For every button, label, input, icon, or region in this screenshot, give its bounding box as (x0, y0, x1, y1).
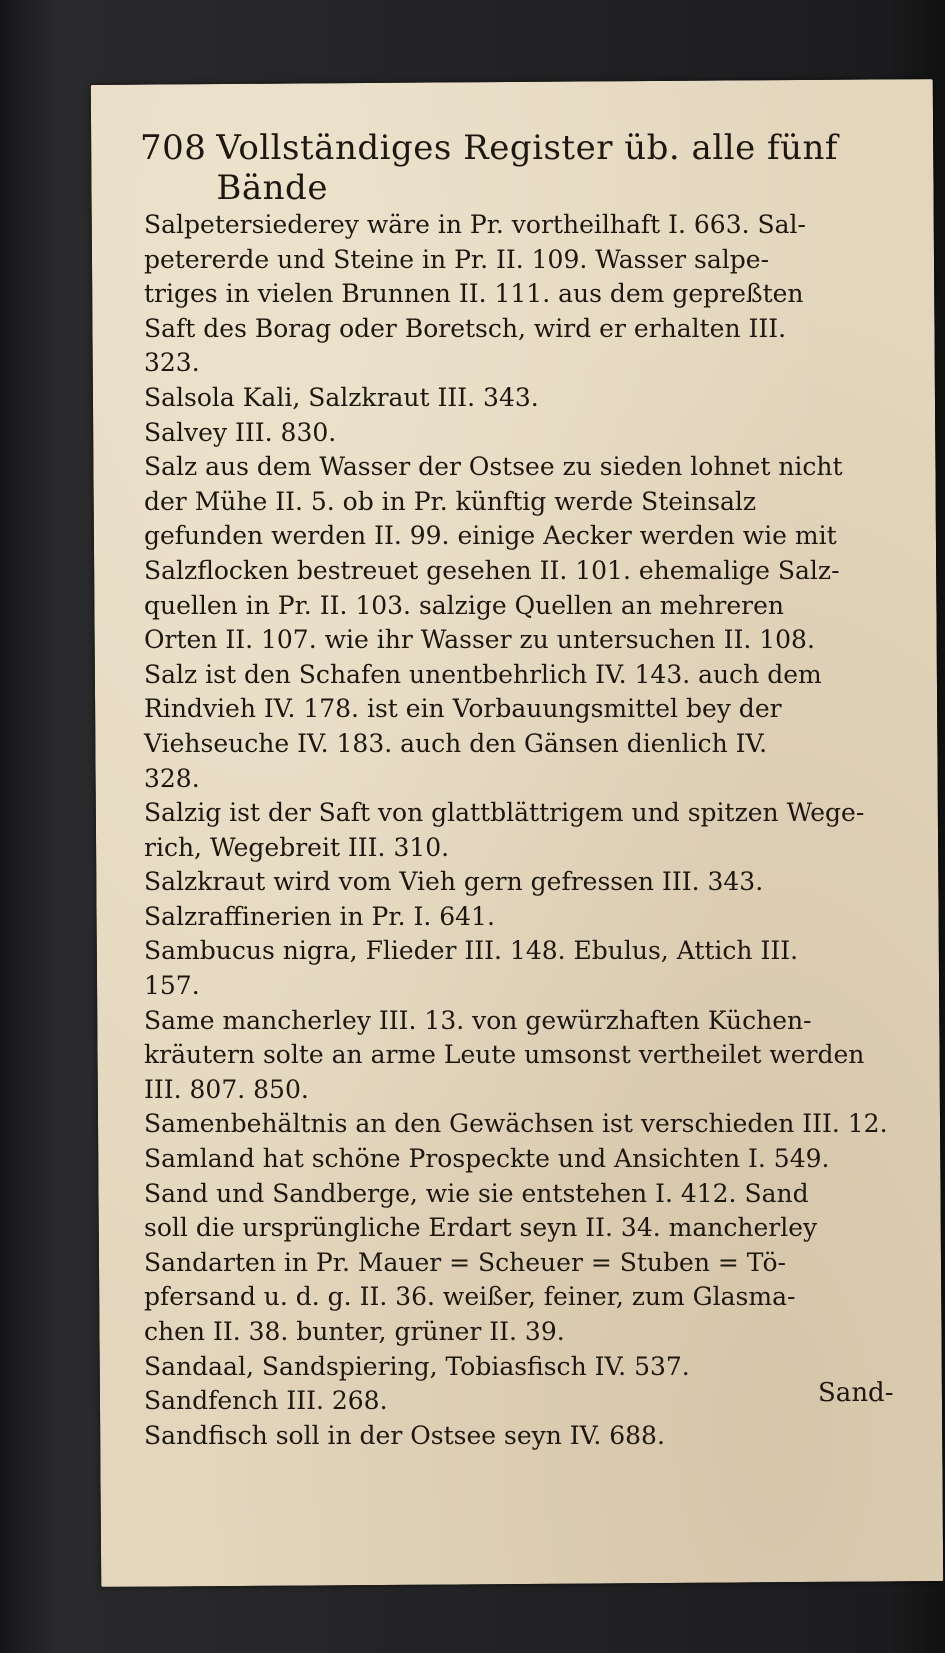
page-header (140, 128, 920, 208)
entry-line-continuation: der Mühe II. 5. ob in Pr. künftig werde Steinsalz (144, 486, 757, 516)
running-title: Vollständiges Register üb. alle fünf Bände (216, 128, 838, 208)
entry-line-continuation: Rindvieh IV. 178. ist ein Vorbauungsmittel bey der (144, 694, 782, 724)
register-entry (144, 381, 914, 416)
entry-line-continuation: 328. (144, 763, 200, 793)
entry-line-first: Salz aus dem Wasser der Ostsee zu sieden lohnet nicht (144, 452, 843, 482)
entry-line-continuation: chen II. 38. bunter, grüner II. 39. (144, 1317, 565, 1346)
entry-line-continuation: 157. (144, 971, 200, 1001)
entry-line-continuation: Sandarten in Pr. Mauer = Scheuer = Stuben = Tö- (144, 1247, 786, 1277)
register-entry (144, 865, 914, 900)
register-entry (144, 416, 914, 451)
register-entry (144, 1350, 914, 1385)
register-entry (144, 1142, 914, 1177)
entry-line-first: Salsola Kali, Salzkraut III. 343. (144, 382, 539, 412)
entry-line-continuation: petererde und Steine in Pr. II. 109. Wasser salpe- (144, 244, 770, 274)
entry-line-first: Sand und Sandberge, wie sie entstehen I. 412. Sand (144, 1178, 809, 1208)
register-entry (144, 450, 914, 796)
entry-line-first: Salvey III. 830. (144, 417, 337, 447)
entry-line-first: Salpetersiederey wäre in Pr. vortheilhaft I. 663. Sal- (144, 210, 806, 239)
register-entry (144, 1419, 914, 1454)
entry-line-continuation: Viehseuche IV. 183. auch den Gänsen dienlich IV. (144, 728, 768, 758)
entry-line-continuation: Salz ist den Schafen unentbehrlich IV. 143. auch dem (144, 659, 822, 689)
register-entry (144, 208, 914, 381)
register-entry (144, 796, 914, 865)
register-entry (144, 1107, 914, 1142)
catchword: Sand- (818, 1378, 894, 1408)
register-entries (144, 208, 914, 1453)
page-number: 708 (140, 128, 207, 168)
entry-line-continuation: soll die ursprüngliche Erdart seyn II. 34. mancherley (144, 1213, 818, 1243)
entry-line-continuation: III. 807. 850. (144, 1074, 309, 1104)
entry-line-first: Salzraffinerien in Pr. I. 641. (144, 901, 495, 931)
entry-line-continuation: rich, Wegebreit III. 310. (144, 832, 450, 862)
register-entry (144, 900, 914, 935)
entry-line-first: Sandaal, Sandspiering, Tobiasfisch IV. 537. (144, 1351, 690, 1381)
entry-line-continuation: quellen in Pr. II. 103. salzige Quellen an mehreren (144, 590, 784, 620)
register-entry (144, 934, 914, 1003)
register-entry (144, 1384, 914, 1419)
entry-line-continuation: Orten II. 107. wie ihr Wasser zu untersuchen II. 108. (144, 625, 815, 655)
entry-line-first: Salzig ist der Saft von glattblättrigem und spitzen Wege- (144, 798, 865, 828)
entry-line-continuation: Saft des Borag oder Boretsch, wird er erhalten III. (144, 313, 787, 343)
entry-line-first: Sandfisch soll in der Ostsee seyn IV. 688. (144, 1420, 665, 1450)
entry-line-continuation: Salzflocken bestreuet gesehen II. 101. ehemalige Salz- (144, 555, 840, 585)
entry-line-continuation: gefunden werden II. 99. einige Aecker werden wie mit (144, 521, 837, 551)
entry-line-continuation: triges in vielen Brunnen II. 111. aus dem gepreßten (144, 279, 804, 309)
entry-line-continuation: 323. (144, 348, 200, 378)
entry-line-first: Salzkraut wird vom Vieh gern gefressen III. 343. (144, 867, 764, 897)
entry-line-first: Samland hat schöne Prospeckte und Ansichten I. 549. (144, 1144, 830, 1174)
register-entry (144, 1004, 914, 1108)
entry-line-first: Samenbehältnis an den Gewächsen ist verschieden III. 12. (144, 1109, 888, 1139)
entry-line-continuation: pfersand u. d. g. II. 36. weißer, feiner, zum Glasma- (144, 1282, 796, 1312)
entry-line-first: Sandfench III. 268. (144, 1386, 388, 1416)
entry-line-first: Same mancherley III. 13. von gewürzhaften Küchen- (144, 1005, 812, 1035)
entry-line-first: Sambucus nigra, Flieder III. 148. Ebulus, Attich III. (144, 936, 799, 966)
register-entry (144, 1177, 914, 1350)
entry-line-continuation: kräutern solte an arme Leute umsonst vertheilet werden (144, 1040, 865, 1070)
